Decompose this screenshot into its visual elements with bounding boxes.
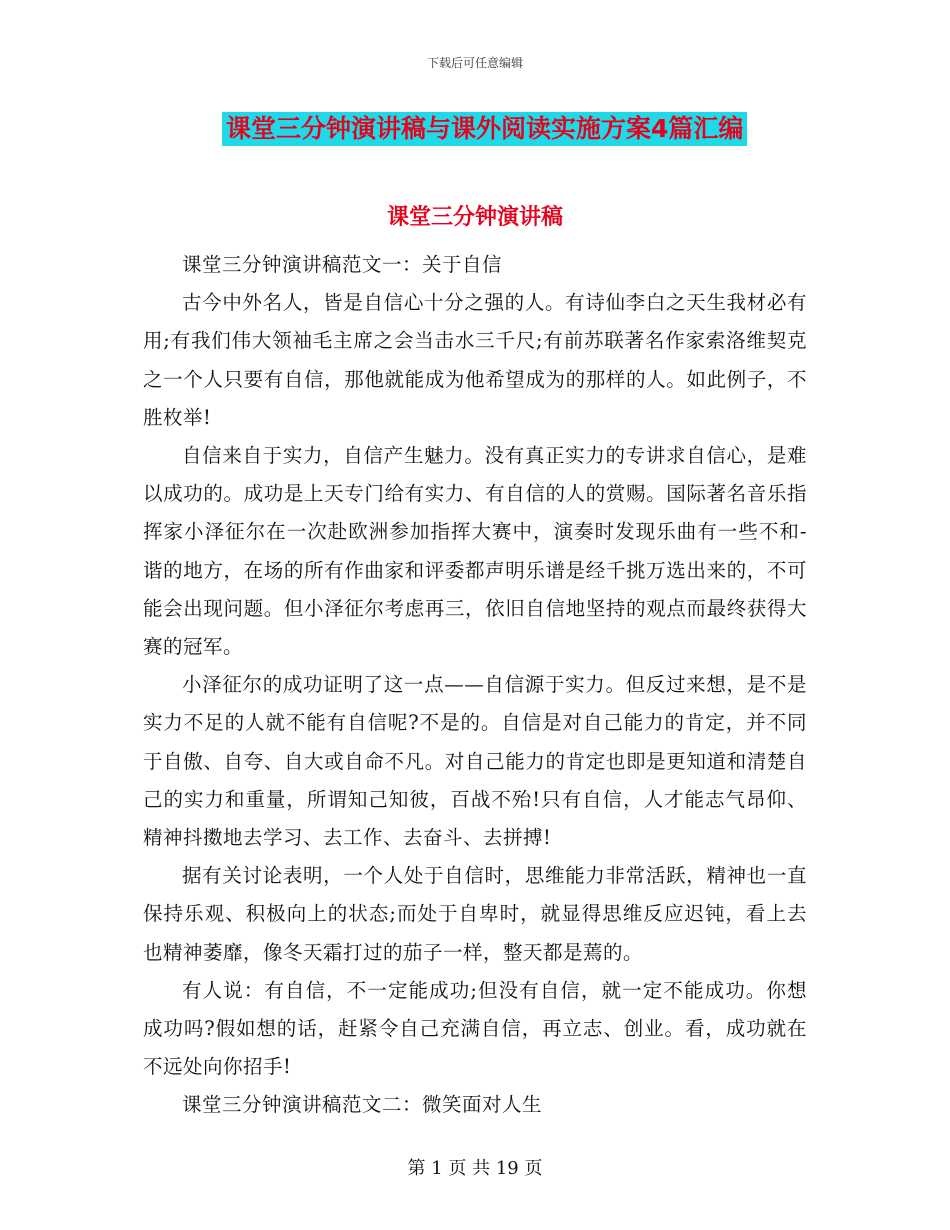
section-title: 课堂三分钟演讲稿: [386, 205, 563, 230]
header-note: 下载后可任意编辑: [426, 56, 523, 70]
document-title: 课堂三分钟演讲稿与课外阅读实施方案4篇汇编: [222, 112, 747, 146]
paragraph: 小泽征尔的成功证明了这一点——自信源于实力。但反过来想，是不是实力不足的人就不能有自信呢?不是的。自信是对自己能力的肯定，并不同于自傲、自夸、自大或自命不凡。对自己能力的肯定也即是更知道和清楚自己的实力和重量，所谓知己知彼，百战不殆!只有自信，人才能志气昂仰、精神抖擞地去学习、去工作、去奋斗、去拼搏!: [143, 673, 807, 850]
paragraph: 据有关讨论表明，一个人处于自信时，思维能力非常活跃，精神也一直保持乐观、积极向上的状态;而处于自卑时，就显得思维反应迟钝，看上去也精神萎靡，像冬天霜打过的茄子一样，整天都是蔫的。: [143, 864, 807, 964]
paragraph-subheading-2: 课堂三分钟演讲稿范文二：微笑面对人生: [182, 1093, 543, 1117]
body-text: [143, 246, 807, 1125]
paragraph: 古今中外名人，皆是自信心十分之强的人。有诗仙李白之天生我材必有用;有我们伟大领袖毛主席之会当击水三千尺;有前苏联著名作家索洛维契克之一个人只要有自信，那他就能成为他希望成为的那样的人。如此例子，不胜枚举!: [143, 291, 807, 429]
paragraph: 自信来自于实力，自信产生魅力。没有真正实力的专讲求自信心，是难以成功的。成功是上天专门给有实力、有自信的人的赏赐。国际著名音乐指挥家小泽征尔在一次赴欧洲参加指挥大赛中，演奏时发现乐曲有一些不和-谐的地方，在场的所有作曲家和评委都声明乐谱是经千挑万选出来的，不可能会出现问题。但小泽征尔考虑再三，依旧自信地坚持的观点而最终获得大赛的冠军。: [143, 444, 807, 659]
page-footer: 第 1 页 共 19 页: [407, 1158, 543, 1179]
paragraph: 有人说：有自信，不一定能成功;但没有自信，就一定不能成功。你想成功吗?假如想的话，赶紧令自己充满自信，再立志、创业。看，成功就在不远处向你招手!: [143, 978, 807, 1079]
paragraph-subheading-1: 课堂三分钟演讲稿范文一：关于自信: [182, 253, 503, 276]
